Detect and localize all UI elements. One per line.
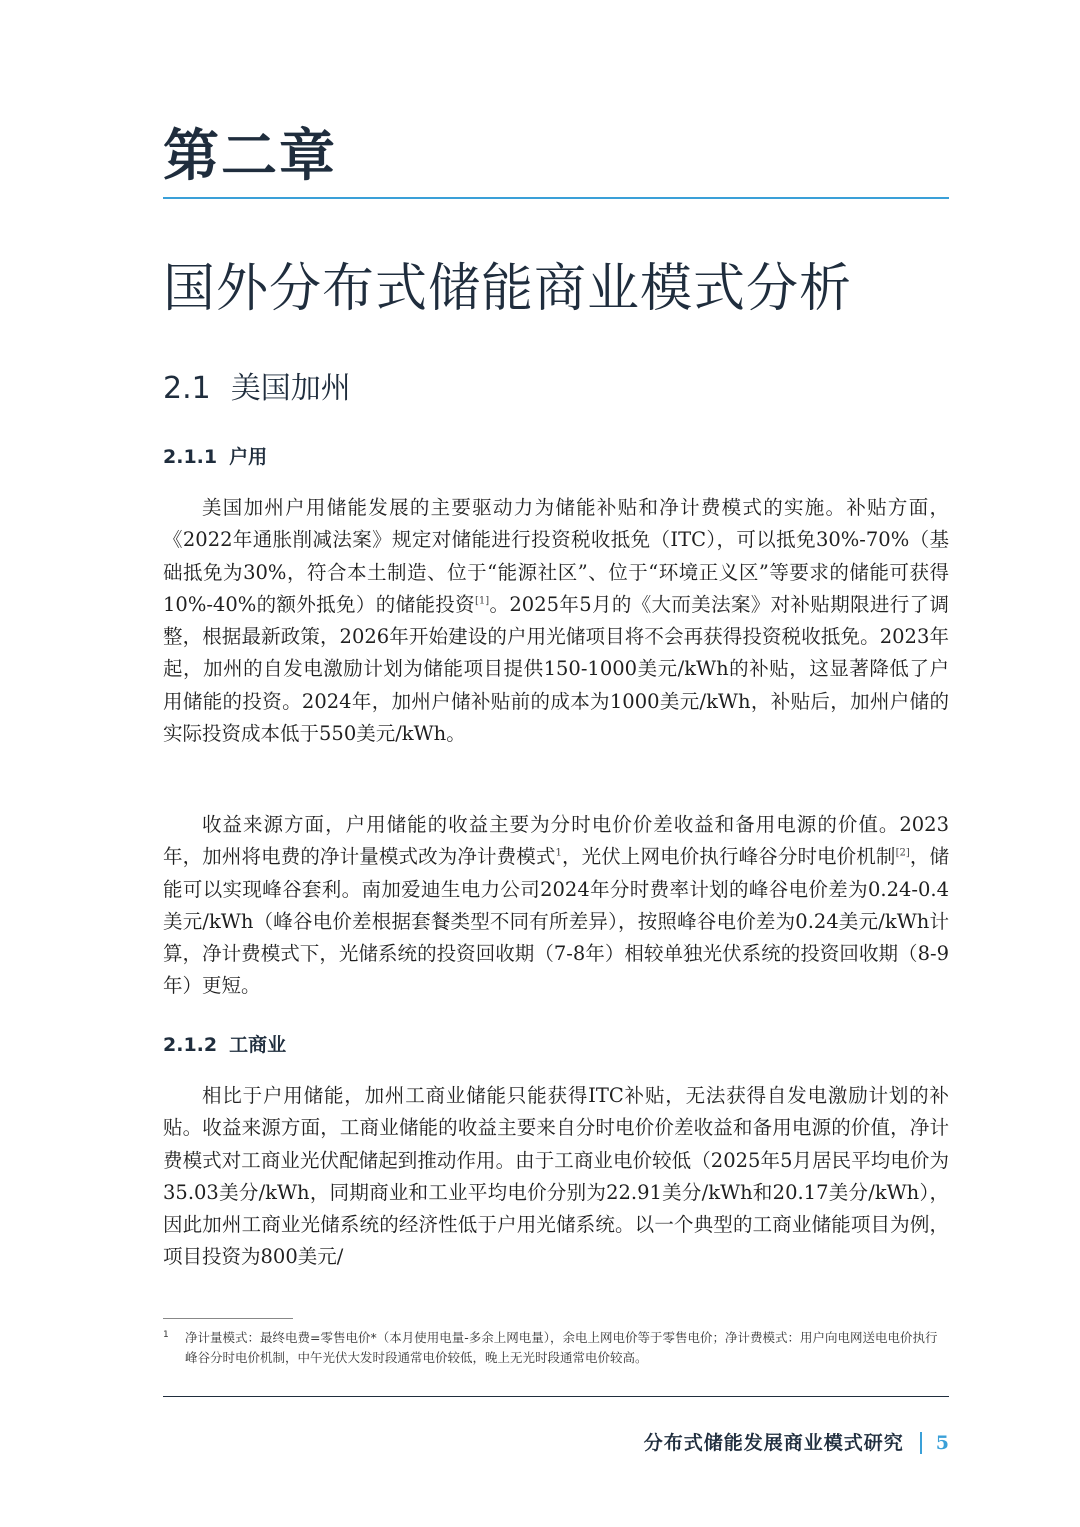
paragraph-text: 收益来源方面，户用储能的收益主要为分时电价价差收益和备用电源的价值。2023年，加州将电费的净计量模式改为净计费模式 bbox=[163, 813, 949, 869]
footnote bbox=[163, 1328, 949, 1368]
footnote-mark: 1 bbox=[163, 1330, 169, 1340]
footnote-text: 净计量模式：最终电费=零售电价*（本月使用电量-多余上网电量），余电上网电价等于零售电价；净计费模式：用户向电网送电电价执行峰谷分时电价机制，中午光伏大发时段通常电价较低，晚上无光时段通常电价较高。 bbox=[185, 1330, 938, 1365]
paragraph-2 bbox=[163, 809, 949, 1003]
footer-divider bbox=[163, 1396, 949, 1397]
subsection-title: 工商业 bbox=[229, 1034, 287, 1056]
paragraph-1 bbox=[163, 492, 949, 750]
paragraph-text: 美国加州户用储能发展的主要驱动力为储能补贴和净计费模式的实施。补贴方面，《2022年通胀削减法案》规定对储能进行投资税收抵免（ITC），可以抵免30%-70%（基础抵免为30%，符合本土制造、位于“能源社区”、位于“环境正义区”等要求的储能可获得10%-40%的额外抵免）的储能投资 bbox=[163, 496, 949, 616]
section-heading bbox=[163, 368, 351, 410]
chapter-heading: 第二章 bbox=[163, 124, 337, 189]
section-title: 美国加州 bbox=[230, 371, 351, 406]
subsection-title: 户用 bbox=[229, 446, 268, 468]
citation-ref: [2] bbox=[895, 847, 910, 859]
page-title: 国外分布式储能商业模式分析 bbox=[163, 259, 853, 319]
section-number: 2.1 bbox=[163, 371, 211, 406]
footer-title: 分布式储能发展商业模式研究 bbox=[643, 1432, 904, 1454]
subsection-heading-2 bbox=[163, 1031, 286, 1059]
subsection-heading-1 bbox=[163, 443, 267, 471]
paragraph-text: ，储能可以实现峰谷套利。南加爱迪生电力公司2024年分时费率计划的峰谷电价差为0.24-0.4美元/kWh（峰谷电价差根据套餐类型不同有所差异），按照峰谷电价差为0.24美元/kWh计算，净计费模式下，光储系统的投资回收期（7-8年）相较单独光伏系统的投资回收期（8-9年）更短。 bbox=[163, 845, 949, 998]
subsection-number: 2.1.1 bbox=[163, 446, 218, 468]
paragraph-3: 相比于户用储能，加州工商业储能只能获得ITC补贴，无法获得自发电激励计划的补贴。收益来源方面，工商业储能的收益主要来自分时电价价差收益和备用电源的价值，净计费模式对工商业光伏配储起到推动作用。由于工商业电价较低（2025年5月居民平均电价为35.03美分/kWh，同期商业和工业平均电价分别为22.91美分/kWh和20.17美分/kWh），因此加州工商业光储系统的经济性低于户用光储系统。以一个典型的工商业储能项目为例，项目投资为800美元/ bbox=[163, 1084, 949, 1269]
page-footer bbox=[644, 1428, 949, 1458]
paragraph-text: 。2025年5月的《大而美法案》对补贴期限进行了调整，根据最新政策，2026年开始建设的户用光储项目将不会再获得投资税收抵免。2023年起，加州的自发电激励计划为储能项目提供150-1000美元/kWh的补贴，这显著降低了户用储能的投资。2024年，加州户储补贴前的成本为1000美元/kWh，补贴后，加州户储的实际投资成本低于550美元/kWh。 bbox=[163, 592, 949, 746]
page-number: 5 bbox=[935, 1432, 949, 1454]
paragraph-text: ，光伏上网电价执行峰谷分时电价机制 bbox=[561, 845, 896, 869]
footnote-ref: 1 bbox=[555, 847, 562, 859]
subsection-number: 2.1.2 bbox=[163, 1034, 218, 1056]
citation-ref: [1] bbox=[475, 595, 490, 607]
footer-separator bbox=[920, 1432, 922, 1454]
chapter-divider bbox=[163, 197, 949, 199]
footnote-divider bbox=[163, 1318, 293, 1319]
